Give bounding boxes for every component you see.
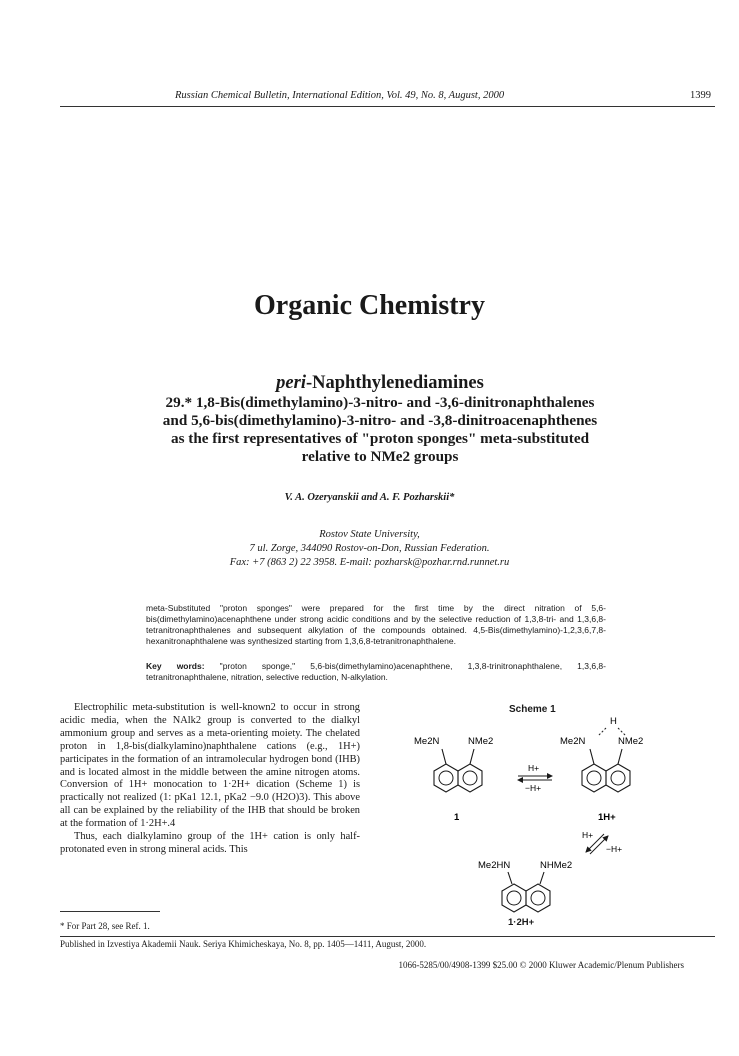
compound-12h-left-group: Me2HN: [478, 860, 511, 871]
affiliation: [0, 528, 739, 570]
compound-1-2h: [478, 860, 572, 912]
authors: V. A. Ozeryanskii and A. F. Pozharskii*: [284, 492, 455, 503]
publication-note: Published in Izvestiya Akademii Nauk. Seriya Khimicheskaya, No. 8, pp. 1405—1411, August, 2000.: [60, 939, 427, 949]
arrow-top-label: H+: [528, 763, 540, 773]
section-title: Organic Chemistry: [254, 290, 485, 321]
footnote-rule: [60, 911, 160, 912]
footnote: * For Part 28, see Ref. 1.: [60, 921, 150, 931]
body-paragraph: Thus, each dialkylamino group of the 1H+ cation is only half-protonated even in strong mineral acids. This: [60, 831, 360, 855]
compound-1-number: 1: [454, 812, 460, 823]
title-line-2: and 5,6-bis(dimethylamino)-3-nitro- and -3,8-dinitroacenaphthenes: [162, 412, 598, 429]
compound-1h: [560, 716, 643, 823]
arrow2-bottom-label: −H+: [606, 844, 623, 854]
compound-12h-number: 1·2H+: [508, 917, 535, 928]
journal-citation: Russian Chemical Bulletin, International Edition, Vol. 49, No. 8, August, 2000: [175, 90, 505, 101]
affiliation-line-3: Fax: +7 (863 2) 22 3958. E-mail: pozharsk@pozhar.rnd.runnet.ru: [229, 557, 510, 568]
series-title: [80, 372, 680, 394]
compound-1-left-group: Me2N: [414, 736, 440, 747]
arrow2-top-label: H+: [582, 830, 594, 840]
affiliation-line-1: Rostov State University,: [319, 529, 420, 540]
publication-rule: [60, 936, 715, 937]
title-line-1: 29.* 1,8-Bis(dimethylamino)-3-nitro- and -3,6-dinitronaphthalenes: [165, 394, 595, 411]
compound-1h-proton: H: [610, 716, 617, 727]
keywords-text: "proton sponge," 5,6-bis(dimethylamino)acenaphthene, 1,3,8-trinitronaphthalene, 1,3,6,8-tetranitronaphthalene, nitration, selective reduction, N-alkylation.: [146, 661, 606, 683]
scheme-diagram: [380, 716, 715, 916]
body-column: [60, 702, 360, 857]
series-prefix: peri: [276, 373, 306, 393]
compound-1: [414, 736, 493, 823]
equilibrium-arrow-1: [518, 763, 552, 793]
compound-1h-number: 1H+: [598, 812, 616, 823]
affiliation-line-2: 7 ul. Zorge, 344090 Rostov-on-Don, Russian Federation.: [249, 543, 490, 554]
copyright-line: 1066-5285/00/4908-1399 $25.00 © 2000 Kluwer Academic/Plenum Publishers: [398, 960, 684, 970]
body-paragraph: Electrophilic meta-substitution is well-known2 to occur in strong acidic media, when the NAlk2 group is converted to the dialkyl ammonium group and serves as a meta-orienting moiety. The chelated proton in 1,8-bis(dialkylamino)naphthalene cations (e.g., 1H+) participates in the formation of an intramolecular hydrogen bond (IHB) and is located almost in the middle between the amine nitrogen atoms. Conversion of 1H+ monocation to 1·2H+ dication (Scheme 1) is practically not realized (1: pKa1 12.1, pKa2 −9.0 (H2O)3). This above all can be explained by the reliability of the IHB that should be broken at the formation of 1·2H+.4: [60, 702, 360, 830]
compound-1h-left-group: Me2N: [560, 736, 586, 747]
keywords: [146, 661, 606, 683]
equilibrium-arrow-2: [582, 830, 622, 854]
compound-1h-right-group: NMe2: [618, 736, 644, 747]
article-title: [80, 372, 680, 466]
abstract: meta-Substituted "proton sponges" were prepared for the first time by the direct nitration of 5,6-bis(dimethylamino)acenaphthene under strong acidic conditions and by the selective reduction of 1,3,8-tri- and 1,3,6,8-tetranitronaphthalenes and subsequent alkylation of the compounds obtained. 4,5-Bis(dimethylamino)-1,2,3,6,7,8-hexanitronaphthalene was synthesized starting from 1,3,6,8-tetranitronaphthalene.: [146, 603, 606, 647]
compound-12h-right-group: NHMe2: [540, 860, 573, 871]
title-line-4: relative to NMe2 groups: [301, 448, 459, 465]
running-header: [60, 90, 715, 106]
header-rule: [60, 106, 715, 107]
keywords-label: Key words:: [146, 661, 205, 671]
arrow-bottom-label: −H+: [525, 783, 542, 793]
page-number: 1399: [690, 90, 711, 101]
scheme-label: Scheme 1: [509, 704, 556, 715]
compound-1-right-group: NMe2: [468, 736, 494, 747]
title-line-3: as the first representatives of "proton sponges" meta-substituted: [170, 430, 590, 447]
series-name: -Naphthylenediamines: [305, 373, 484, 393]
